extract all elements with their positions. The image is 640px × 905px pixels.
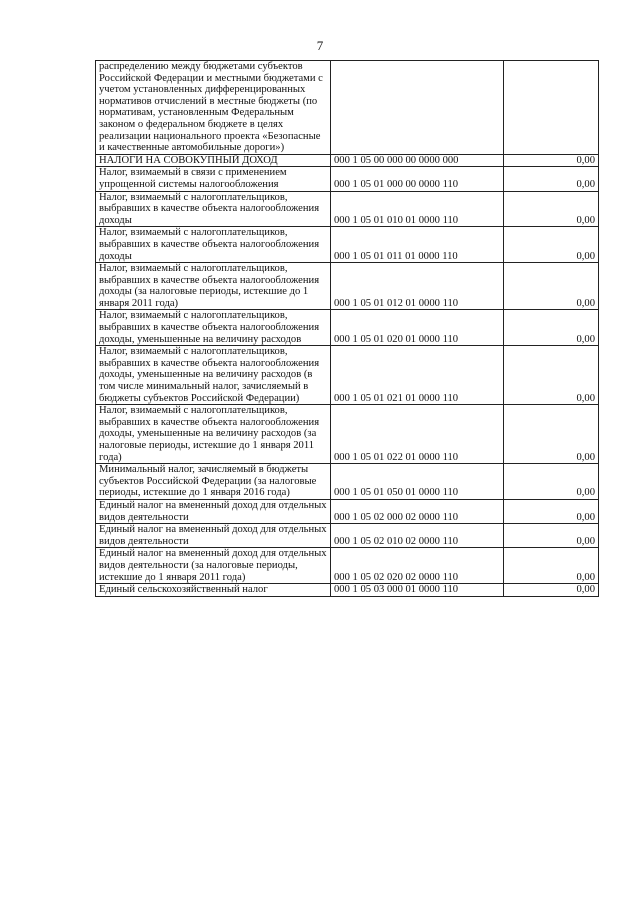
- row-amount-cell: [504, 61, 599, 155]
- row-code-cell: 000 1 05 01 010 01 0000 110: [331, 191, 504, 227]
- row-name-cell: Налог, взимаемый с налогоплательщиков, выбравших в качестве объекта налогообложения доходы: [96, 227, 331, 263]
- row-name-cell: распределению между бюджетами субъектов Российской Федерации и местными бюджетами с учетом установленных дифференцированных нормативов отчислений в местные бюджеты (по нормативам, установленным Федеральным законом о федеральном бюджете в целях реализации национального проекта «Безопасные и качественные автомобильные дороги»): [96, 61, 331, 155]
- row-code-cell: 000 1 05 01 050 01 0000 110: [331, 464, 504, 500]
- row-code-cell: 000 1 05 01 012 01 0000 110: [331, 263, 504, 310]
- row-name-cell: Налог, взимаемый в связи с применением упрощенной системы налогообложения: [96, 167, 331, 191]
- row-code-cell: 000 1 05 02 020 02 0000 110: [331, 548, 504, 584]
- row-name-cell: Налог, взимаемый с налогоплательщиков, выбравших в качестве объекта налогообложения доходы, уменьшенные на величину расходов (в том числе минимальный налог, зачисляемый в бюджеты субъектов Российской Федерации): [96, 346, 331, 405]
- row-name-cell: Единый налог на вмененный доход для отдельных видов деятельности: [96, 499, 331, 523]
- table-row: [96, 405, 599, 464]
- row-name-cell: Налог, взимаемый с налогоплательщиков, выбравших в качестве объекта налогообложения доходы, уменьшенные на величину расходов (за налоговые периоды, истекшие до 1 января 2011 года): [96, 405, 331, 464]
- row-amount-cell: 0,00: [504, 263, 599, 310]
- row-amount-cell: 0,00: [504, 548, 599, 584]
- row-code-cell: 000 1 05 02 010 02 0000 110: [331, 524, 504, 548]
- row-name-cell: НАЛОГИ НА СОВОКУПНЫЙ ДОХОД: [96, 154, 331, 167]
- row-amount-cell: 0,00: [504, 499, 599, 523]
- row-amount-cell: 0,00: [504, 346, 599, 405]
- table-row: [96, 263, 599, 310]
- row-amount-cell: 0,00: [504, 167, 599, 191]
- row-amount-cell: 0,00: [504, 191, 599, 227]
- row-name-cell: Налог, взимаемый с налогоплательщиков, выбравших в качестве объекта налогообложения доходы (за налоговые периоды, истекшие до 1 января 2011 года): [96, 263, 331, 310]
- revenue-table: [95, 60, 599, 597]
- row-code-cell: 000 1 05 03 000 01 0000 110: [331, 584, 504, 597]
- row-amount-cell: 0,00: [504, 227, 599, 263]
- row-amount-cell: 0,00: [504, 524, 599, 548]
- row-amount-cell: 0,00: [504, 584, 599, 597]
- table-row: [96, 346, 599, 405]
- row-code-cell: 000 1 05 01 021 01 0000 110: [331, 346, 504, 405]
- row-code-cell: 000 1 05 02 000 02 0000 110: [331, 499, 504, 523]
- revenue-table-body: [96, 61, 599, 597]
- table-row: [96, 61, 599, 155]
- row-name-cell: Налог, взимаемый с налогоплательщиков, выбравших в качестве объекта налогообложения доходы: [96, 191, 331, 227]
- table-row: [96, 154, 599, 167]
- row-name-cell: Налог, взимаемый с налогоплательщиков, выбравших в качестве объекта налогообложения доходы, уменьшенные на величину расходов: [96, 310, 331, 346]
- row-amount-cell: 0,00: [504, 405, 599, 464]
- table-row: [96, 584, 599, 597]
- table-row: [96, 227, 599, 263]
- row-name-cell: Минимальный налог, зачисляемый в бюджеты субъектов Российской Федерации (за налоговые периоды, истекшие до 1 января 2016 года): [96, 464, 331, 500]
- row-code-cell: 000 1 05 01 022 01 0000 110: [331, 405, 504, 464]
- table-row: [96, 548, 599, 584]
- page-number: 7: [316, 38, 324, 53]
- table-row: [96, 191, 599, 227]
- table-row: [96, 524, 599, 548]
- row-name-cell: Единый сельскохозяйственный налог: [96, 584, 331, 597]
- row-code-cell: [331, 61, 504, 155]
- row-name-cell: Единый налог на вмененный доход для отдельных видов деятельности: [96, 524, 331, 548]
- table-row: [96, 499, 599, 523]
- table-row: [96, 310, 599, 346]
- row-code-cell: 000 1 05 01 000 00 0000 110: [331, 167, 504, 191]
- table-row: [96, 464, 599, 500]
- row-amount-cell: 0,00: [504, 464, 599, 500]
- row-code-cell: 000 1 05 00 000 00 0000 000: [331, 154, 504, 167]
- row-name-cell: Единый налог на вмененный доход для отдельных видов деятельности (за налоговые периоды, истекшие до 1 января 2011 года): [96, 548, 331, 584]
- row-amount-cell: 0,00: [504, 154, 599, 167]
- row-code-cell: 000 1 05 01 011 01 0000 110: [331, 227, 504, 263]
- row-amount-cell: 0,00: [504, 310, 599, 346]
- row-code-cell: 000 1 05 01 020 01 0000 110: [331, 310, 504, 346]
- table-row: [96, 167, 599, 191]
